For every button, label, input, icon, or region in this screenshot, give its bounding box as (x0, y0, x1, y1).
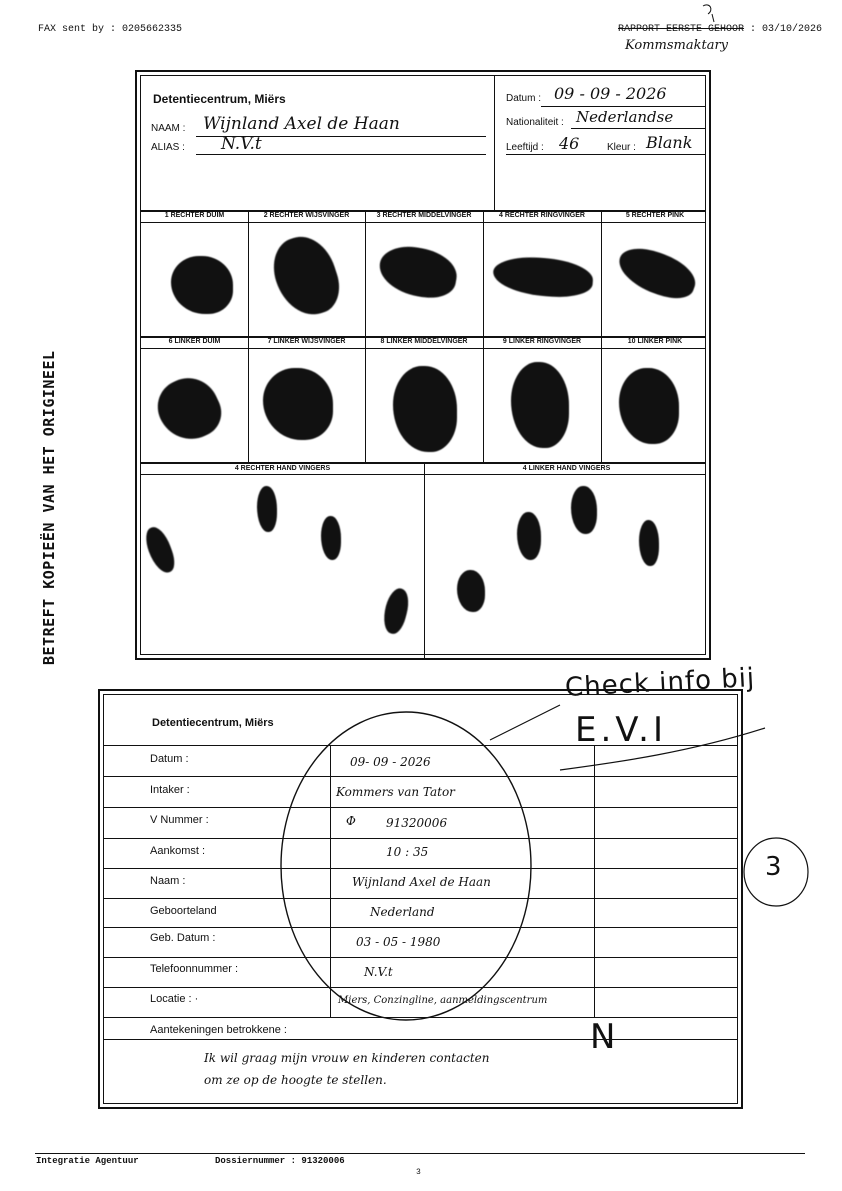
annotation-arrow-line (490, 705, 560, 740)
finger-label-2: 2 RECHTER WIJSVINGER (263, 212, 350, 219)
annotation-evi: E.V.I (575, 710, 668, 750)
left-hand-label: 4 LINKER HAND VINGERS (522, 465, 611, 472)
row-label-geboorteland: Geboorteland (150, 905, 217, 917)
notes-label: Aantekeningen betrokkene : (150, 1024, 287, 1036)
row-label-geb-datum: Geb. Datum : (150, 932, 216, 944)
finger-label-1: 1 RECHTER DUIM (164, 212, 225, 219)
v-nummer-mark: Φ (346, 814, 356, 828)
color-value: Blank (646, 133, 693, 152)
notes-value: Ik wil graag mijn vrouw en kinderen contacten om ze op de hoogte te stellen. (204, 1051, 490, 1087)
row-value-geb-datum: 03 - 05 - 1980 (356, 935, 441, 949)
form-title: Detentiecentrum, Miërs (152, 717, 274, 729)
row-value-aankomst: 10 : 35 (386, 845, 429, 859)
row-value-datum: 09- 09 - 2026 (350, 755, 431, 769)
row-label-v-nummer: V Nummer : (150, 814, 209, 826)
fax-sender: FAX sent by : 0205662335 (38, 24, 183, 35)
report-label: RAPPORT EERSTE GEHOOR (618, 24, 745, 35)
row-value-telefoon: N.V.t (364, 965, 393, 979)
row-value-intaker: Kommers van Tator (336, 785, 455, 799)
finger-label-6: 6 LINKER DUIM (168, 338, 221, 345)
name-value: Wijnland Axel de Haan (203, 114, 400, 134)
annotation-check-info: Check info bij (564, 663, 756, 703)
row-label-aankomst: Aankomst : (150, 845, 206, 857)
finger-label-7: 7 LINKER WIJSVINGER (267, 338, 346, 345)
alias-label: ALIAS : (151, 142, 185, 153)
annotation-circled-number: 3 (765, 852, 782, 882)
footer-dossier-number: Dossiernummer : 91320006 (215, 1156, 345, 1166)
row-label-naam: Naam : (150, 875, 186, 887)
name-label: NAAM : (151, 123, 186, 134)
finger-label-3: 3 RECHTER MIDDELVINGER (376, 212, 472, 219)
finger-label-5: 5 RECHTER PINK (625, 212, 685, 219)
right-hand-label: 4 RECHTER HAND VINGERS (234, 465, 331, 472)
side-text: BETREFT KOPIEËN VAN HET ORIGINEEL (40, 350, 58, 665)
row-value-naam: Wijnland Axel de Haan (352, 875, 491, 889)
footer-divider (35, 1153, 805, 1154)
row-label-telefoon: Telefoonnummer : (150, 963, 239, 975)
annotation-ellipse (281, 712, 531, 1020)
handwritten-header-note: Kommsmaktary (625, 38, 729, 53)
date-value: 09 - 09 - 2026 (554, 84, 667, 103)
alias-value: N.V.t (221, 134, 262, 154)
footer-agency: Integratie Agentuur (36, 1156, 139, 1166)
date-label: Datum : (506, 93, 542, 104)
annotation-letter-n: N (590, 1017, 616, 1057)
age-label: Leeftijd : (506, 142, 544, 153)
report-date: : 03/10/2026 (744, 24, 823, 35)
finger-label-8: 8 LINKER MIDDELVINGER (380, 338, 468, 345)
finger-label-9: 9 LINKER RINGVINGER (502, 338, 582, 345)
row-label-intaker: Intaker : (150, 784, 190, 796)
nationality-label: Nationaliteit : (506, 117, 564, 128)
age-value: 46 (559, 134, 580, 153)
page-number: 3 (416, 1168, 421, 1177)
finger-label-10: 10 LINKER PINK (627, 338, 683, 345)
row-value-v-nummer: 91320006 (386, 816, 448, 830)
row-value-locatie: Miers, Conzingline, aanmeldingscentrum (338, 995, 548, 1006)
card-title: Detentiecentrum, Miërs (153, 92, 286, 106)
color-label: Kleur : (607, 142, 636, 153)
nationality-value: Nederlandse (576, 108, 674, 126)
row-label-locatie: Locatie : · (150, 993, 199, 1005)
finger-label-4: 4 RECHTER RINGVINGER (499, 212, 585, 219)
row-value-geboorteland: Nederland (370, 905, 435, 919)
row-label-datum: Datum : (150, 753, 189, 765)
